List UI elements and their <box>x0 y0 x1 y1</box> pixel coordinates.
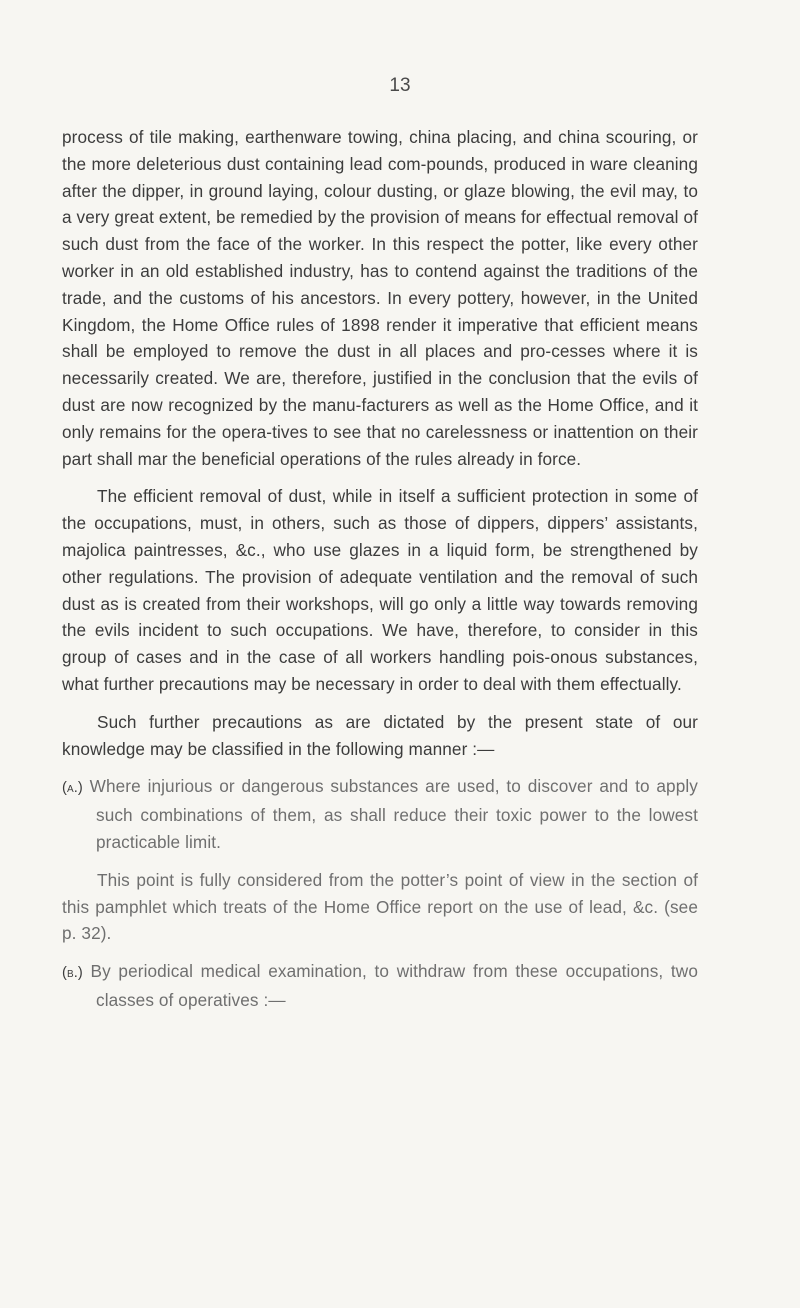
list-item-a-label: (a.) <box>62 780 83 797</box>
list-item-b <box>62 958 698 1014</box>
list-item-b-label: (b.) <box>62 965 83 982</box>
paragraph-continuation: process of tile making, earthenware towing, china placing, and china scouring, or the more deleterious dust containing lead com-pounds, produced in ware cleaning after the dipper, in ground laying, colour dusting, or glaze blowing, the evil may, to a very great extent, be remedied by the provision of means for effectual removal of such dust from the face of the worker. In this respect the potter, like every other worker in an old established industry, has to contend against the traditions of the trade, and the customs of his ancestors. In every pottery, however, in the United Kingdom, the Home Office rules of 1898 render it imperative that efficient means shall be employed to remove the dust in all places and pro-cesses where it is necessarily created. We are, therefore, justified in the conclusion that the evils of dust are now recognized by the manu-facturers as well as the Home Office, and it only remains for the opera-tives to see that no carelessness or inattention on their part shall mar the beneficial operations of the rules already in force. <box>62 127 698 469</box>
list-item-a <box>62 773 698 855</box>
page-number: 13 <box>389 75 411 96</box>
list-item-b-text: By periodical medical examination, to withdraw from these occupations, two classes of operatives :— <box>90 961 698 1010</box>
list-item-a-text: Where injurious or dangerous substances are used, to discover and to apply such combinations of them, as shall reduce their toxic power to the lowest practicable limit. <box>89 776 698 852</box>
paragraph-potter-point: This point is fully considered from the potter’s point of view in the section of this pamphlet which treats of the Home Office report on the use of lead, &c. (see p. 32). <box>62 869 698 944</box>
paragraph-efficient-removal: The efficient removal of dust, while in itself a sufficient protection in some of the occupations, must, in others, such as those of dippers, dippers’ assistants, majolica paintresses, &c., who use glazes in a liquid form, be strengthened by other regulations. The provision of adequate ventilation and the removal of such dust as is created from their workshops, will go only a little way towards removing the evils incident to such occupations. We have, therefore, to consider in this group of cases and in the case of all workers handling pois-onous substances, what further precautions may be necessary in order to deal with them effectually. <box>62 486 698 694</box>
paragraph-further-precautions: Such further precautions as are dictated by the present state of our knowledge may be classified in the following manner :— <box>62 711 698 759</box>
body-text <box>62 124 698 1025</box>
